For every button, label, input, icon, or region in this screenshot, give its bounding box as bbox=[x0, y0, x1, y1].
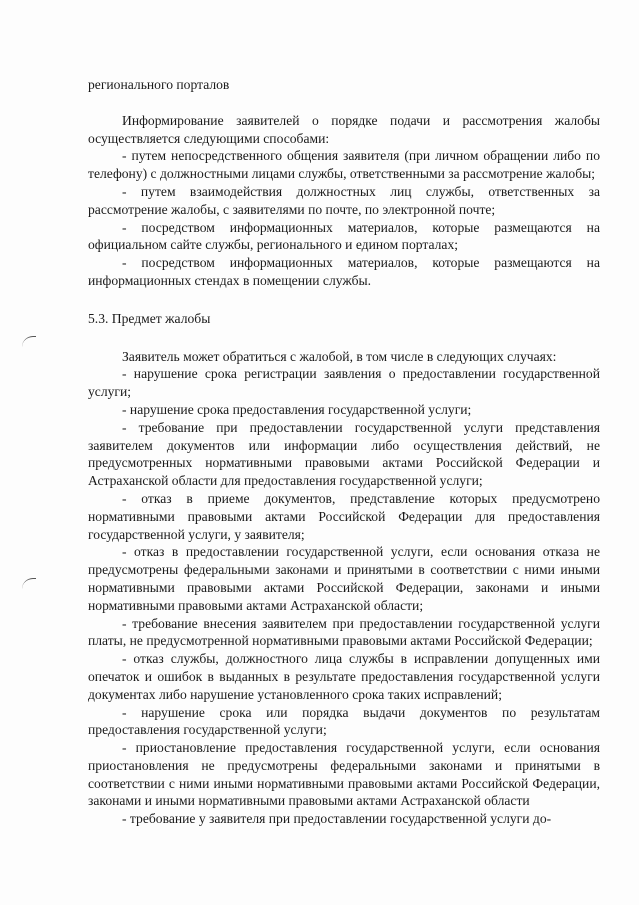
list-item: - приостановление предоставления государственной услуги, если основания приостановления не предусмотрены федеральными законами и принятыми в соответствии с ними иными нормативными правовыми актами Российской Федерации, законами и иными нормативными правовыми актами Астраханской области bbox=[88, 740, 600, 809]
list-item: - нарушение срока предоставления государственной услуги; bbox=[122, 401, 472, 417]
list-item: - нарушение срока или порядка выдачи документов по результатам предоставления государственной услуги; bbox=[88, 704, 600, 738]
list-item: - посредством информационных материалов, которые размещаются на официальном сайте службы, регионального и едином порталах; bbox=[88, 219, 600, 253]
list-item: - путем непосредственного общения заявителя (при личном обращении либо по телефону) с должностными лицами службы, ответственными за рассмотрение жалобы; bbox=[88, 148, 600, 182]
section-title: 5.3. Предмет жалобы bbox=[88, 310, 211, 326]
paragraph: Заявитель может обратиться с жалобой, в том числе в следующих случаях: bbox=[122, 348, 557, 364]
list-item: - отказ в приеме документов, представление которых предусмотрено нормативными правовыми актами Российской Федерации для предоставления государственной услуги, у заявителя; bbox=[88, 490, 600, 542]
list-item: - отказ службы, должностного лица службы в исправлении допущенных ими опечаток и ошибок в выданных в результате предоставления государственной услуги документах либо нарушение установленного срока таких исправлений; bbox=[88, 651, 600, 702]
list-item: - путем взаимодействия должностных лиц службы, ответственных за рассмотрение жалобы, с заявителями по почте, по электронной почте; bbox=[88, 183, 600, 217]
list-item: - посредством информационных материалов, которые размещаются на информационных стендах в помещении службы. bbox=[88, 255, 600, 288]
margin-mark bbox=[22, 336, 36, 347]
list-item: - нарушение срока регистрации заявления о предоставлении государственной услуги; bbox=[88, 366, 600, 400]
paragraph: Информирование заявителей о порядке подачи и рассмотрения жалобы осуществляется следующими способами: bbox=[88, 112, 600, 146]
list-item: - требование при предоставлении государственной услуги представления заявителем документов или информации либо осуществления действий, не предусмотренных нормативными правовыми актами Российской Федерации и Астраханской области для предоставления государственной услуги; bbox=[88, 419, 600, 489]
list-item: - отказ в предоставлении государственной услуги, если основания отказа не предусмотрены федеральными законами и принятыми в соответствии с ними иными нормативными правовыми актами Российской Федерации, законами и иными нормативными правовыми актами Астраханской области; bbox=[88, 544, 600, 613]
margin-mark bbox=[22, 578, 36, 589]
document-body bbox=[88, 76, 600, 828]
heading-top: регионального порталов bbox=[88, 77, 230, 92]
list-item: - требование у заявителя при предоставлении государственной услуги до- bbox=[122, 811, 552, 827]
list-item: - требование внесения заявителем при предоставлении государственной услуги платы, не предусмотренной нормативными правовыми актами Российской Федерации; bbox=[88, 615, 600, 649]
